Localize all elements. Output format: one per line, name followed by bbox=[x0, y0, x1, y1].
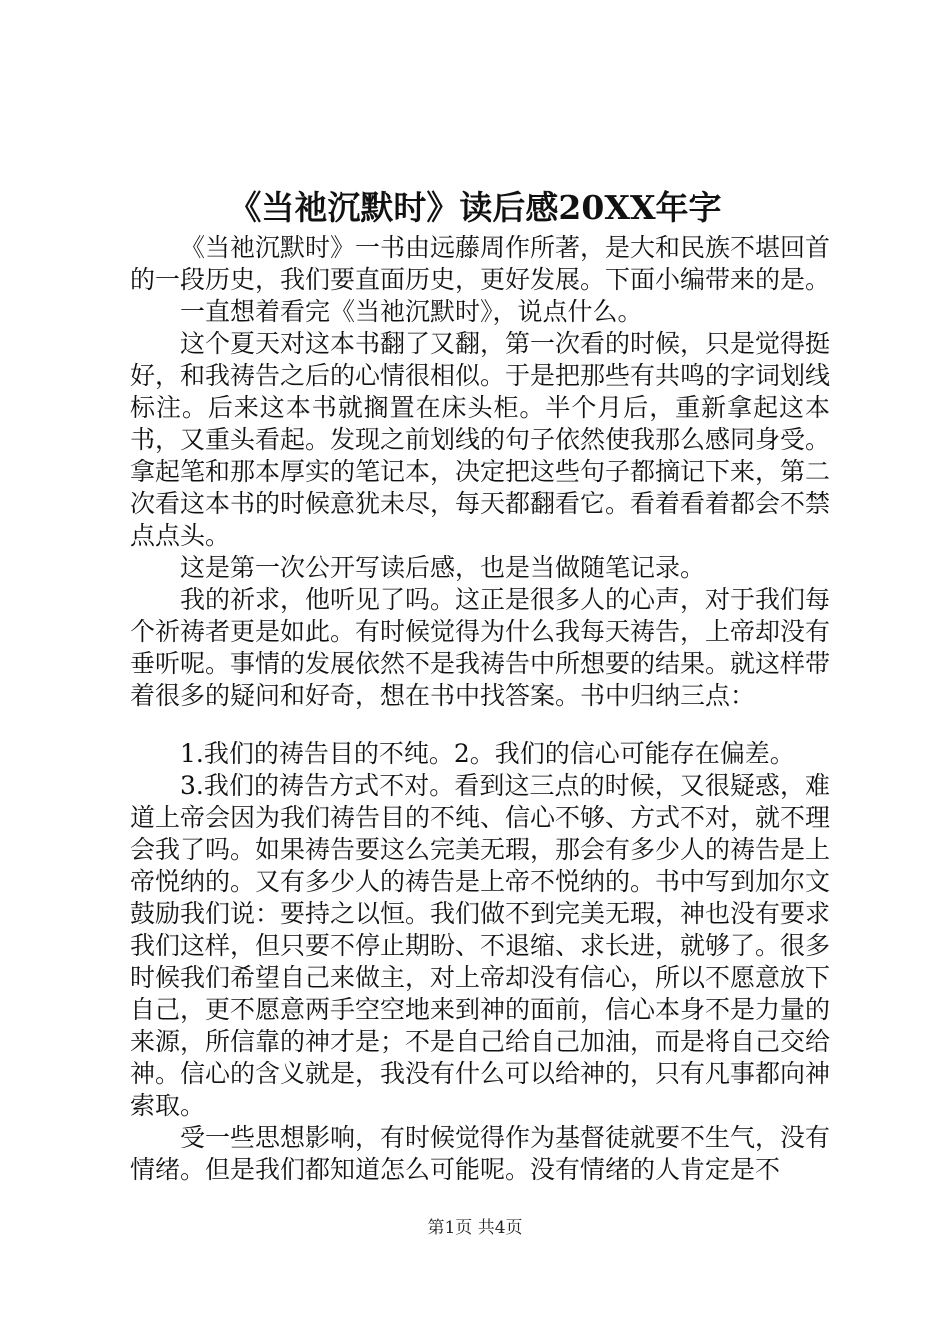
paragraph-list-item: 1.我们的祷告目的不纯。2。我们的信心可能存在偏差。 bbox=[180, 739, 795, 768]
paragraph-intro: 《当祂沉默时》一书由远藤周作所著，是大和民族不堪回首的一段历史，我们要直面历史，更好发展。下面小编带来的是。 bbox=[130, 233, 831, 294]
paragraph: 一直想着看完《当祂沉默时》，说点什么。 bbox=[180, 297, 643, 326]
paragraph-spacer bbox=[130, 712, 830, 738]
paragraph: 这是第一次公开写读后感，也是当做随笔记录。 bbox=[180, 553, 706, 582]
document-body bbox=[130, 232, 830, 1186]
paragraph: 这个夏天对这本书翻了又翻，第一次看的时候，只是觉得挺好，和我祷告之后的心情很相似。于是把那些有共鸣的字词划线标注。后来这本书就搁置在床头柜。半个月后，重新拿起这本书，又重头看起。发现之前划线的句子依然使我那么感同身受。拿起笔和那本厚实的笔记本，决定把这些句子都摘记下来，第二次看这本书的时候意犹未尽，每天都翻看它。看着看着都会不禁点点头。 bbox=[130, 329, 831, 550]
document-title: 《当祂沉默时》读后感20XX年字 bbox=[228, 188, 722, 227]
paragraph: 受一些思想影响，有时候觉得作为基督徒就要不生气，没有情绪。但是我们都知道怎么可能呢。没有情绪的人肯定是不 bbox=[130, 1123, 831, 1184]
paragraph-list-item: 3.我们的祷告方式不对。看到这三点的时候，又很疑惑，难道上帝会因为我们祷告目的不纯、信心不够、方式不对，就不理会我了吗。如果祷告要这么完美无瑕，那会有多少人的祷告是上帝悦纳的。又有多少人的祷告是上帝不悦纳的。书中写到加尔文鼓励我们说：要持之以恒。我们做不到完美无瑕，神也没有要求我们这样，但只要不停止期盼、不退缩、求长进，就够了。很多时候我们希望自己来做主，对上帝却没有信心，所以不愿意放下自己，更不愿意两手空空地来到神的面前，信心本身不是力量的来源，所信靠的神才是；不是自己给自己加油，而是将自己交给神。信心的含义就是，我没有什么可以给神的，只有凡事都向神索取。 bbox=[130, 771, 831, 1120]
paragraph: 我的祈求，他听见了吗。这正是很多人的心声，对于我们每个祈祷者更是如此。有时候觉得为什么我每天祷告，上帝却没有垂听呢。事情的发展依然不是我祷告中所想要的结果。就这样带着很多的疑问和好奇，想在书中找答案。书中归纳三点： bbox=[130, 585, 831, 710]
page-footer: 第1页 共4页 bbox=[427, 1218, 523, 1238]
